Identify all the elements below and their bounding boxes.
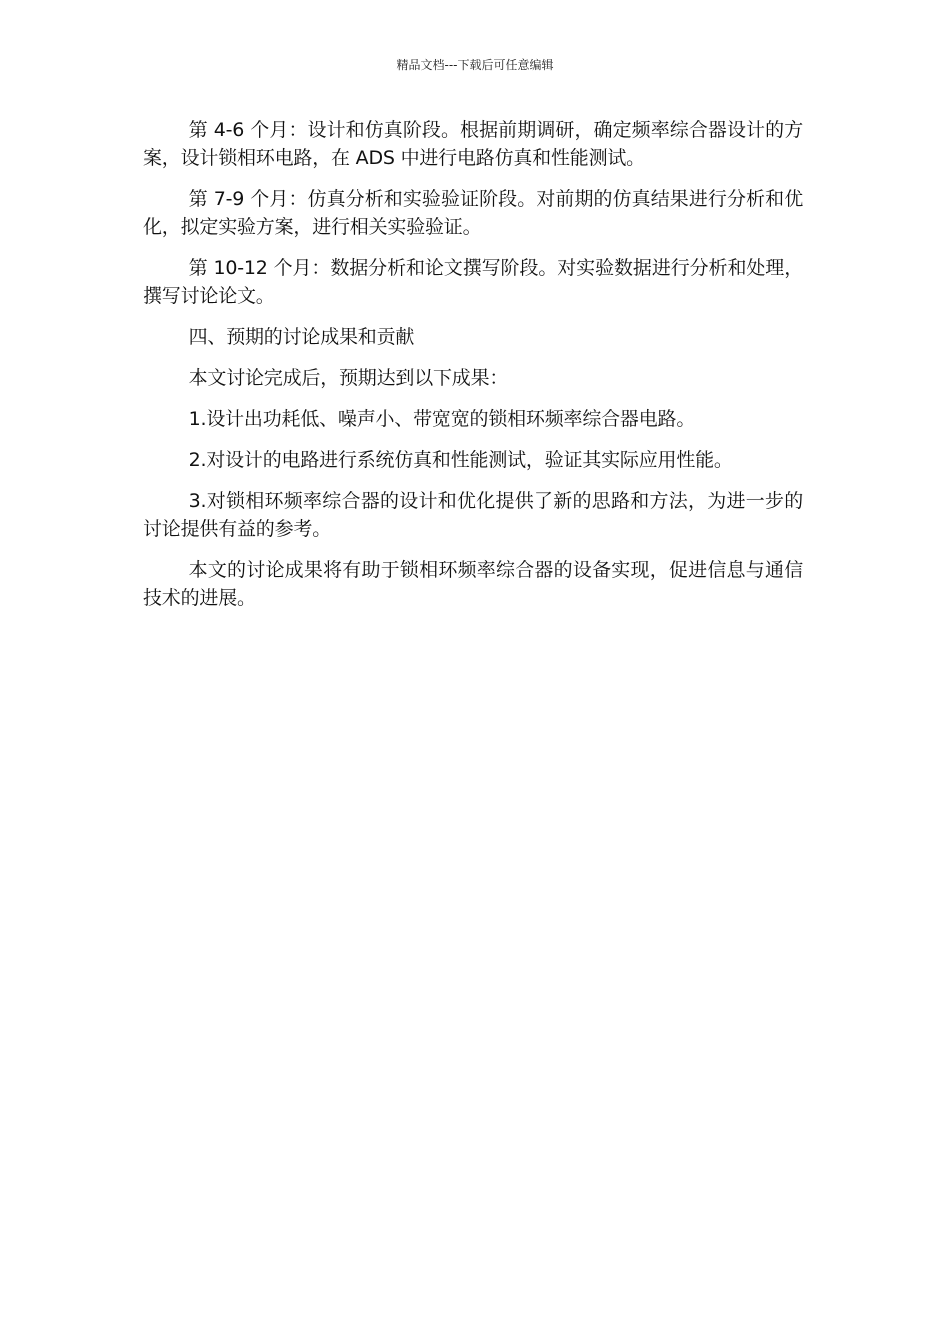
document-body [143,116,803,625]
paragraph-schedule-months-7-9: 第 7-9 个月：仿真分析和实验验证阶段。对前期的仿真结果进行分析和优化，拟定实验方案，进行相关实验验证。 [143,188,803,238]
list-item-result-2: 2.对设计的电路进行系统仿真和性能测试，验证其实际应用性能。 [188,449,733,471]
paragraph-results-intro: 本文讨论完成后，预期达到以下成果： [188,367,509,389]
list-item-result-1: 1.设计出功耗低、噪声小、带宽宽的锁相环频率综合器电路。 [188,408,696,430]
paragraph-schedule-months-10-12: 第 10-12 个月：数据分析和论文撰写阶段。对实验数据进行分析和处理，撰写讨论论文。 [143,257,803,307]
list-item-result-3: 3.对锁相环频率综合器的设计和优化提供了新的思路和方法，为进一步的讨论提供有益的参考。 [143,490,803,540]
paragraph-schedule-months-4-6: 第 4-6 个月：设计和仿真阶段。根据前期调研，确定频率综合器设计的方案，设计锁相环电路，在 ADS 中进行电路仿真和性能测试。 [143,119,803,169]
section-heading-expected-results: 四、预期的讨论成果和贡献 [188,326,415,348]
page-header: 精品文档---下载后可任意编辑 [396,58,554,72]
paragraph-conclusion: 本文的讨论成果将有助于锁相环频率综合器的设备实现，促进信息与通信技术的进展。 [143,559,803,609]
